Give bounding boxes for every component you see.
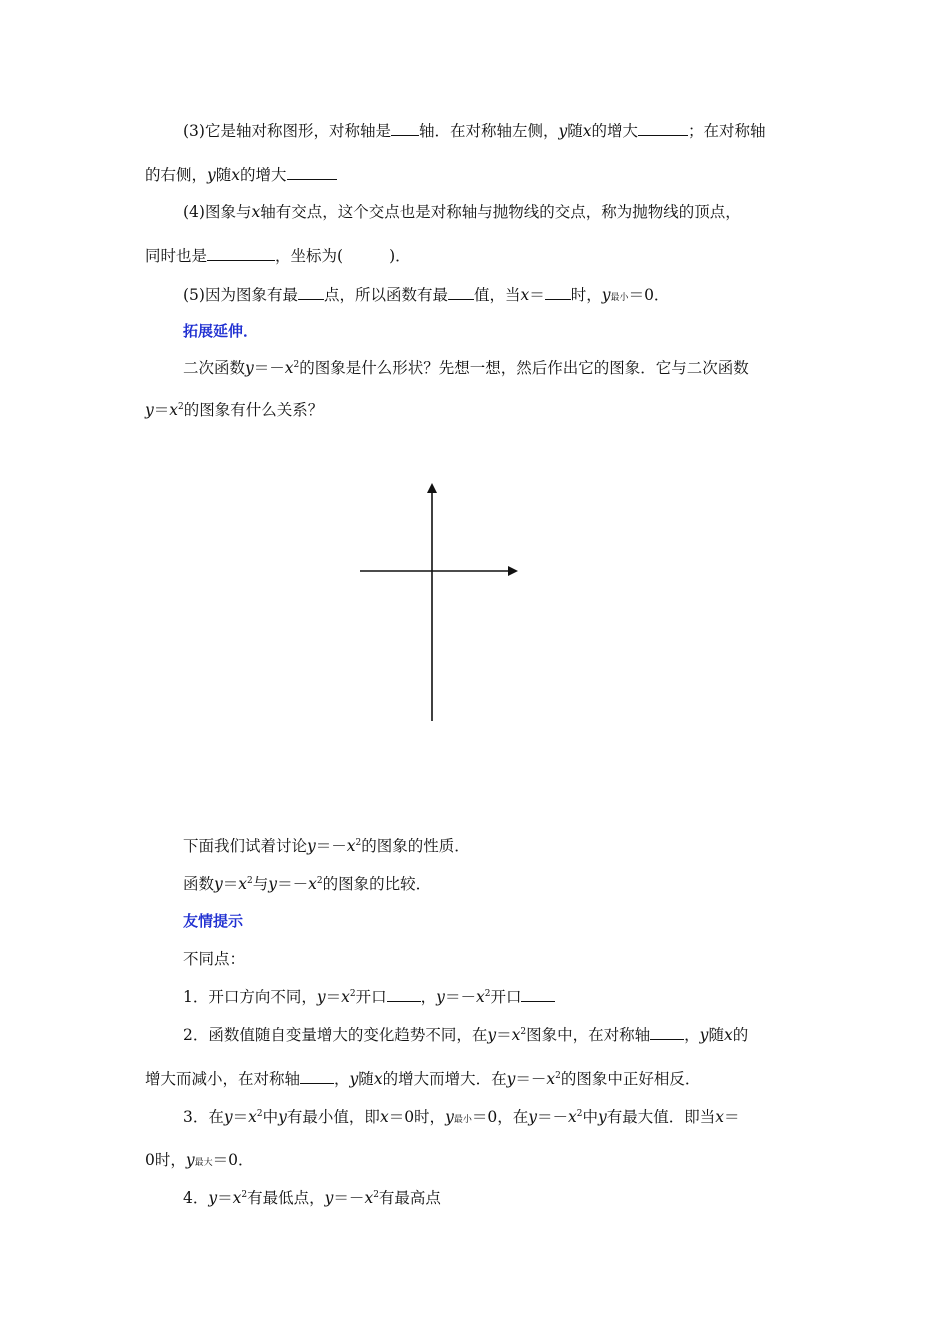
item-4-line-2: 同时也是 ，坐标为( )． (145, 247, 411, 265)
extension-heading: 拓展延伸． (183, 322, 259, 340)
point-2-line-2: 增大而减小，在对称轴 ，y随x的增大而增大．在$y=-x^2$的图象中正好相反． (145, 1070, 701, 1088)
point-3-line-2: 0时，y最大＝0． (145, 1151, 254, 1169)
point-3-line-1: 3．在$y=x^2$中y有最小值，即x＝0时，y最小＝0，在$y=-x^2$中y有最大值．即当x＝ (183, 1108, 740, 1126)
extension-question-line-2: $y=x^2$的图象有什么关系？ (145, 401, 324, 419)
blank (391, 120, 419, 136)
item-3-line-2: 的右侧，y随x的增大 (145, 164, 337, 185)
blank (207, 245, 275, 261)
comparison-line: 函数$y=x^2$与$y=-x^2$的图象的比较． (183, 875, 432, 893)
blank (387, 986, 421, 1002)
point-4: 4．$y=x^2$有最低点，$y=-x^2$有最高点 (183, 1189, 441, 1207)
item-4-line-1: (4)图象与x轴有交点，这个交点也是对称轴与抛物线的交点，称为抛物线的顶点， (183, 203, 741, 221)
item-3-line-1: (3)它是轴对称图形，对称轴是 轴．在对称轴左侧，y随x的增大 ；在对称轴 (183, 122, 766, 140)
blank (545, 284, 571, 300)
blank (521, 986, 555, 1002)
blank (638, 120, 688, 136)
blank (287, 164, 337, 180)
item-5-line: (5)因为图象有最 点，所以函数有最 值，当x＝ 时，y最小＝0． (183, 286, 670, 304)
point-1: 1．开口方向不同，$y=x^2$开口 ，$y=-x^2$开口 (183, 986, 555, 1007)
y-axis-arrow (427, 483, 437, 493)
point-2-line-1: 2．函数值随自变量增大的变化趋势不同，在$y=x^2$图象中，在对称轴 ，y随x的 (183, 1026, 749, 1044)
blank (298, 284, 324, 300)
blank (300, 1068, 334, 1084)
coordinate-axes (355, 478, 525, 724)
discussion-line: 下面我们试着讨论$y=-x^2$的图象的性质． (183, 837, 470, 855)
blank (448, 284, 474, 300)
tip-heading: 友情提示 (183, 912, 244, 930)
blank (650, 1024, 684, 1040)
differences-label: 不同点： (183, 950, 246, 968)
x-axis-arrow (508, 566, 518, 576)
extension-question-line-1: 二次函数$y=-x^2$的图象是什么形状？先想一想，然后作出它的图象．它与二次函数 (183, 359, 749, 377)
